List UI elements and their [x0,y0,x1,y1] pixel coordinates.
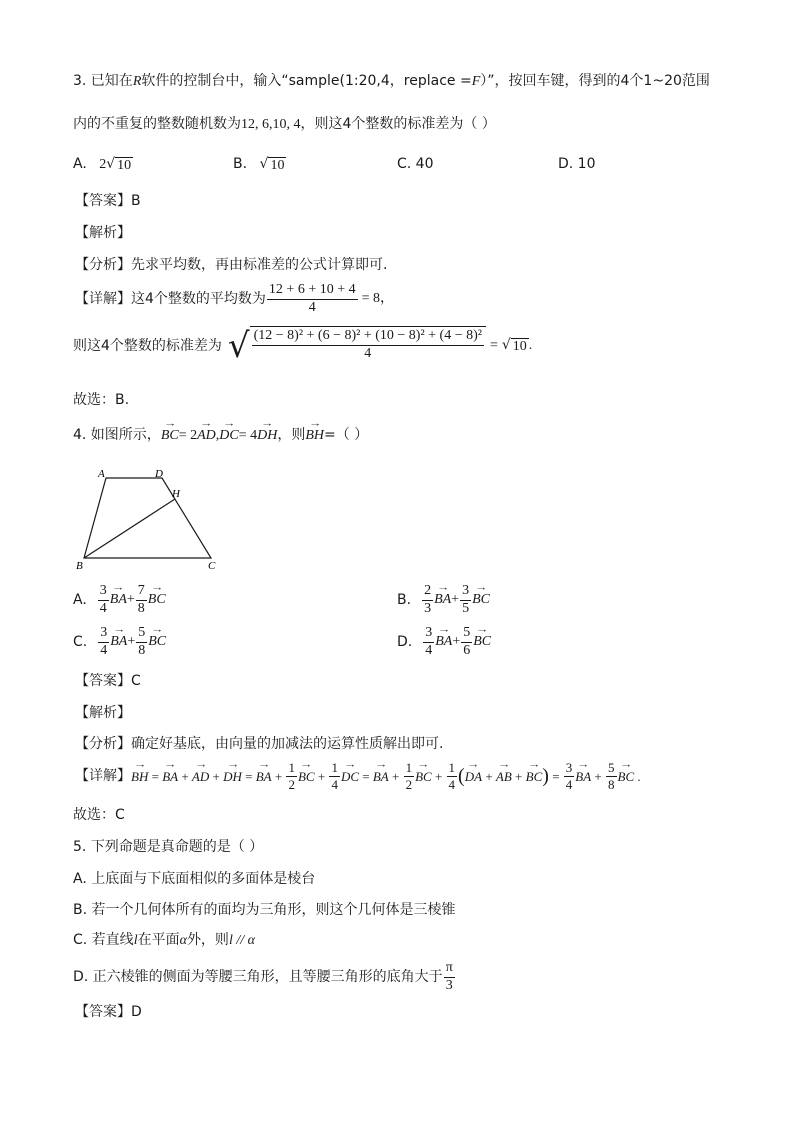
q5-stem: 5. 下列命题是真命题的是（ ） [73,839,264,855]
q3-option-b: B. √ 10 [233,156,285,173]
q5-option-b: B. 若一个几何体所有的面均为三角形，则这个几何体是三棱锥 [73,902,456,918]
label-d: D [155,468,163,480]
q5-option-c: C. 若直线l在平面α外，则l // α [73,932,255,948]
q4-option-d: D. $\frac{3}{4}$ → BA + $\frac{5}{6}$ → BC [397,626,491,658]
q3-answer: 【答案】B [75,193,141,209]
label-b: B [76,560,83,572]
q5-answer: 【答案】D [75,1004,142,1020]
q3-std-line: 则这4个整数的标准差为 √ $\frac{\text{(12 − 8)² + (6 − 8)² + (10 − 8)² + (4 − 8)²}}{4}$ = √ 10 . [73,326,533,366]
label-c: C [208,560,216,572]
q3-option-c: C. 40 [397,156,434,172]
q4-stem: 4. 如图所示， → BC = 2 → AD , → DC = 4 → DH ，则 → BH =（ ） [73,428,368,443]
q4-xiangjie: 【详解】 → BH = → BA + → AD + → DH = → BA + $\frac{1}{2}$ → BC + $\frac{1}{4}$ → DC = → BA + $\frac{1}{2}$ → BC + $\frac{1}{4}$ ( → DA + → AB + → BC ) = $\frac{3}{4}$ → BA + $\frac{5}{8}$ → BC . [75,761,641,791]
q3-stem-line2: 内的不重复的整数随机数为12, 6,10, 4，则这4个整数的标准差为（ ） [73,116,496,132]
q4-fenxi: 【分析】确定好基底，由向量的加减法的运算性质解出即可. [75,736,444,752]
q3-option-d: D. 10 [558,156,596,172]
q3-choose: 故选：B. [73,392,130,408]
q3-option-a: A. 2 √ 10 [73,156,132,173]
q4-analysis-tag: 【解析】 [75,705,131,721]
sqrt-symbol: √ $\frac{\text{(12 − 8)² + (6 − 8)² + (10 − 8)² + (4 − 8)²}}{4}$ [228,326,486,366]
q4-answer: 【答案】C [75,673,141,689]
q3-stem-line1: 3. 已知在R软件的控制台中，输入“sample(1:20,4，replace =F）”，按回车键，得到的4个1~20范围 [73,73,710,89]
sqrt-symbol: √ 10 [259,156,285,173]
q4-option-a: A. $\frac{3}{4}$ → BA + $\frac{7}{8}$ → BC [73,584,166,616]
label-h: H [172,488,180,500]
q4-option-b: B. $\frac{2}{3}$ → BA + $\frac{3}{5}$ → BC [397,584,490,616]
sqrt-symbol: √ 10 [501,337,527,354]
trapezoid-figure [70,466,230,576]
q3-fenxi: 【分析】先求平均数，再由标准差的公式计算即可. [75,257,388,273]
q4-option-c: C. $\frac{3}{4}$ → BA + $\frac{5}{8}$ → BC [73,626,166,658]
q4-choose: 故选：C [73,807,125,823]
sqrt-symbol: √ 10 [106,156,132,173]
label-a: A [98,468,105,480]
mean-fraction: $\frac{12 + 6 + 10 + 4}{4}$ [268,282,356,315]
q3-analysis-tag: 【解析】 [75,225,131,241]
q5-option-d: D. 正六棱锥的侧面为等腰三角形，且等腰三角形的底角大于 $\frac{\pi}{3}$ [73,960,453,993]
q3-xiangjie: 【详解】 这4个整数的平均数为 $\frac{12 + 6 + 10 + 4}{4}$ = 8， [75,282,395,315]
q5-option-a: A. 上底面与下底面相似的多面体是棱台 [73,871,316,887]
pi-over-3-fraction: $\frac{\pi}{3}$ [445,960,453,993]
